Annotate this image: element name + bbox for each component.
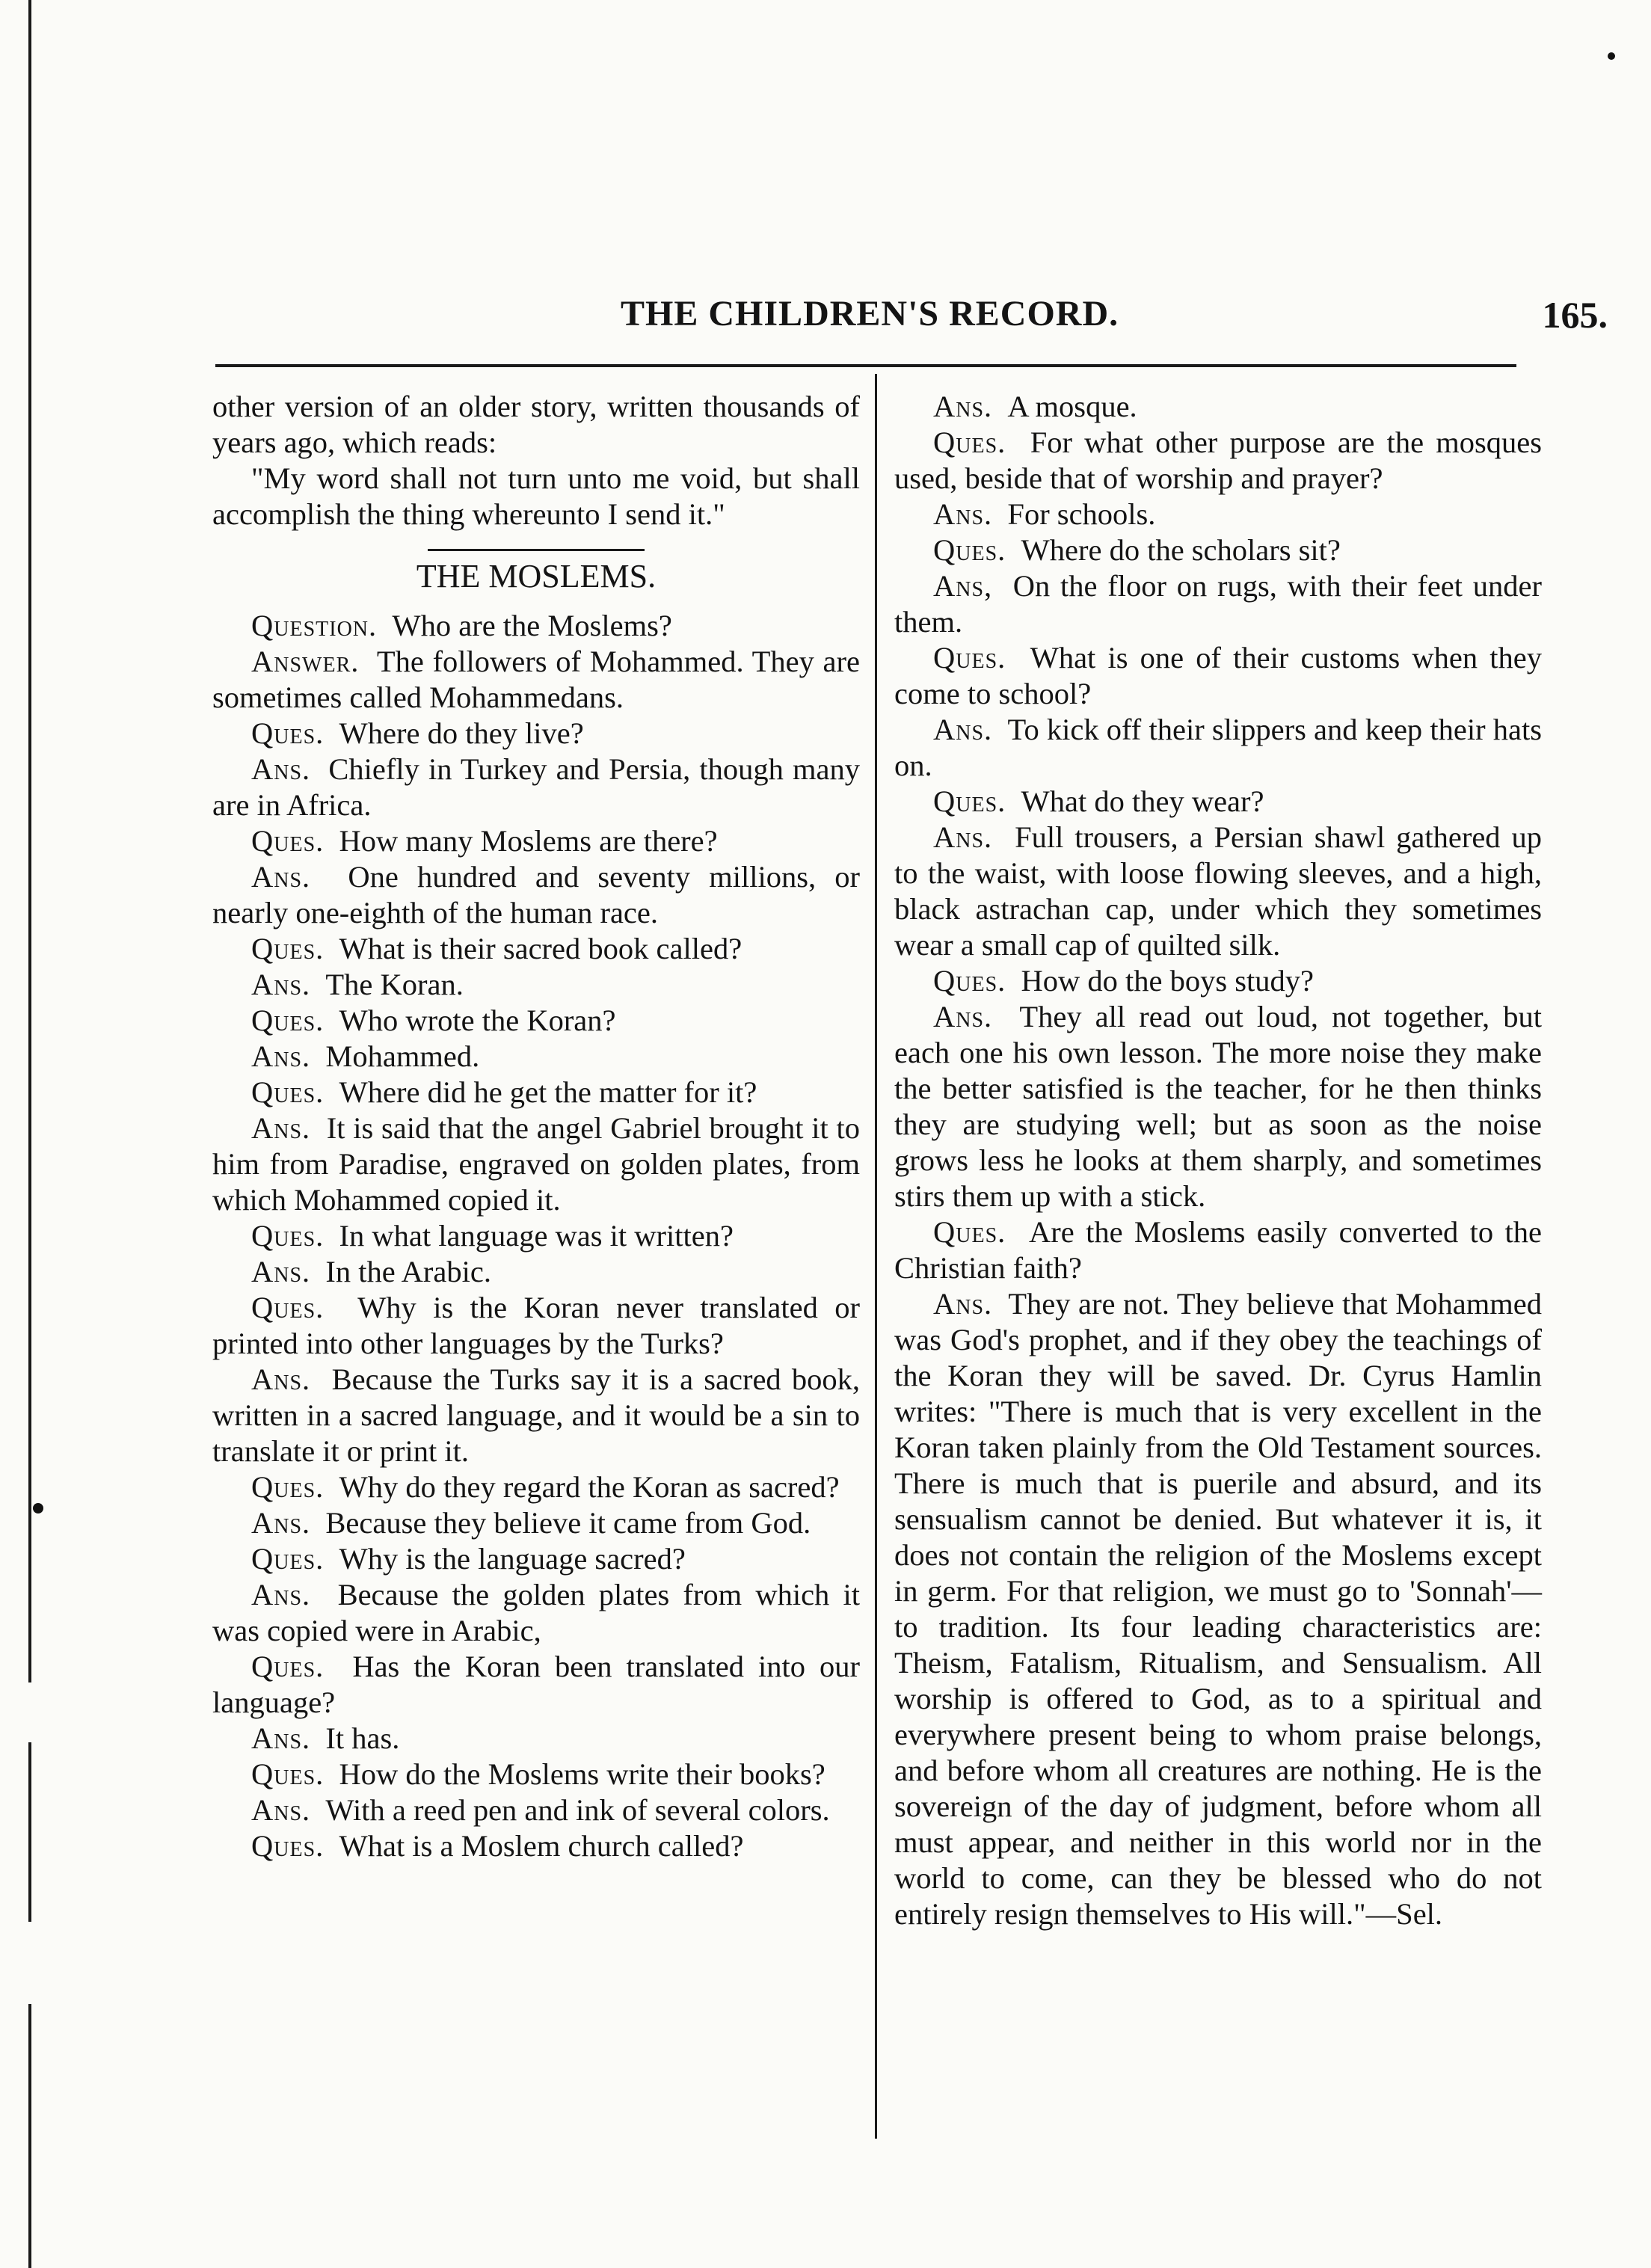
qa-text: Who are the Moslems? [392,609,672,642]
qa-entry [212,1362,860,1469]
qa-entry [212,1577,860,1649]
qa-text: How do the boys study? [1021,964,1315,998]
qa-label: Ans. [251,1255,311,1288]
qa-text: Why do they regard the Koran as sacred? [339,1470,840,1504]
right-column [894,389,1542,1932]
qa-label: Ans. [251,1793,311,1827]
qa-label: Ques. [933,641,1006,674]
qa-text: They are not. They believe that Mohammed was God's prophet, and if they obey the teachings of the Koran they will be saved. Dr. Cyrus Hamlin writes: "There is much that is very excellent in the Koran taken plainly from the Old Testament sources. There is much that is puerile and absurd, and its sensualism cannot be denied. But whatever it is, it does not contain the religion of the Moslems except in germ. For that religion, we must go to 'Sonnah'—to tradition. Its four leading characteristics are: Theism, Fatalism, Ritualism, and Sensualism. All worship is offered to God, as to a spiritual and everywhere present being to whom praise belongs, and before whom all creatures are nothing. He is the sovereign of the day of judgment, before whom all must appear, and neither in this world nor in the world to come, can they be blessed who do not entirely resign themselves to His will."—Sel. [894,1287,1542,1931]
qa-label: Ques. [251,1757,325,1791]
page-number: 165. [1542,294,1608,336]
qa-entry [894,425,1542,497]
qa-label: Ans. [251,752,311,786]
qa-text: Because the Turks say it is a sacred book, written in a sacred language, and it would be a sin to translate it or print it. [212,1362,860,1468]
qa-entry [212,1505,860,1541]
qa-label: Ques. [251,1470,325,1504]
qa-label: Ques. [251,1829,325,1863]
qa-entry [212,967,860,1003]
qa-entry [894,712,1542,784]
column-divider [875,374,877,2139]
qa-text: For what other purpose are the mosques used, beside that of worship and prayer? [894,425,1542,495]
qa-entry [894,568,1542,640]
qa-label: Ans. [251,1111,311,1145]
qa-text: The followers of Mohammed. They are sometimes called Mohammedans. [212,645,860,714]
qa-label: Ques. [933,784,1006,818]
qa-label: Ques. [251,1004,325,1037]
qa-text: Why is the language sacred? [339,1542,686,1576]
qa-label: Ques. [251,824,325,858]
qa-entry [212,1469,860,1505]
qa-entry [212,1039,860,1075]
qa-entry [212,1721,860,1757]
qa-text: A mosque. [1007,390,1137,423]
qa-label: Ans. [933,497,993,531]
qa-text: To kick off their slippers and keep their hats on. [894,713,1542,782]
section-rule [428,549,645,551]
ink-speck [1608,52,1615,60]
qa-text: What do they wear? [1021,784,1264,818]
ink-speck [33,1503,43,1513]
qa-label: Ans. [251,1721,311,1755]
qa-label: Question. [251,609,378,642]
qa-text: Has the Koran been translated into our language? [212,1650,860,1719]
qa-label: Ques. [251,1075,325,1109]
qa-label: Ans. [251,1578,311,1611]
qa-list [894,389,1542,1932]
qa-text: They all read out loud, not together, but each one his own lesson. The more noise they make the better satisfied is the teacher, for he then thinks they are studying well; but as soon as the noise grows less he looks at them sharply, and sometimes stirs them up with a stick. [894,1000,1543,1213]
qa-label: Ques. [933,425,1006,459]
qa-label: Ans. [251,1362,311,1396]
qa-text: What is their sacred book called? [339,932,743,965]
qa-text: How do the Moslems write their books? [339,1757,826,1791]
qa-text: For schools. [1007,497,1156,531]
qa-label: Ans. [251,860,311,894]
qa-entry [212,608,860,644]
qa-entry [894,963,1542,999]
qa-entry [212,859,860,931]
qa-text: Chiefly in Turkey and Persia, though many are in Africa. [212,752,860,822]
qa-entry [894,532,1542,568]
qa-entry [894,1214,1542,1286]
qa-text: It is said that the angel Gabriel brought it to him from Paradise, engraved on golden plates, from which Mohammed copied it. [212,1111,861,1217]
qa-entry [212,716,860,752]
qa-text: What is a Moslem church called? [339,1829,744,1863]
qa-text: Why is the Koran never translated or printed into other languages by the Turks? [212,1291,860,1360]
qa-entry [894,1286,1542,1932]
qa-entry [212,1110,860,1218]
qa-entry [212,644,860,716]
qa-text: In what language was it written? [339,1219,734,1253]
qa-text: Because they believe it came from God. [325,1506,811,1540]
qa-label: Ans. [933,390,993,423]
binding-edge-line [28,1742,31,1922]
qa-label: Ans. [933,713,993,746]
qa-text: Because the golden plates from which it was copied were in Arabic, [212,1578,861,1647]
qa-entry [212,1649,860,1721]
qa-text: The Koran. [325,968,464,1001]
qa-entry [212,1218,860,1254]
qa-entry [212,1003,860,1039]
qa-text: Mohammed. [325,1039,480,1073]
qa-text: Where do they live? [339,716,584,750]
qa-entry [212,823,860,859]
intro-paragraph: other version of an older story, written thousands of years ago, which reads: [212,390,860,459]
intro-quote: "My word shall not turn unto me void, but shall accomplish the thing whereunto I send it." [212,461,860,531]
qa-entry [894,784,1542,820]
header-rule [215,364,1516,367]
qa-label: Ans. [933,1287,993,1321]
qa-label: Ques. [251,932,325,965]
qa-entry [212,752,860,823]
section-title: THE MOSLEMS. [416,558,657,594]
qa-label: Ques. [933,964,1006,998]
qa-text: Where did he get the matter for it? [339,1075,757,1109]
qa-label: Ques. [251,1650,325,1683]
qa-label: Ques. [251,1542,325,1576]
qa-label: Ans. [251,1506,311,1540]
qa-text: Are the Moslems easily converted to the Christian faith? [894,1215,1542,1285]
qa-entry [212,931,860,967]
qa-text: How many Moslems are there? [339,824,718,858]
qa-entry [894,389,1542,425]
qa-text: What is one of their customs when they come to school? [894,641,1543,710]
qa-entry [212,1792,860,1828]
qa-label: Ans. [251,1039,311,1073]
qa-entry [894,497,1542,532]
qa-entry [212,1541,860,1577]
qa-label: Ques. [933,533,1006,567]
qa-label: Ques. [251,716,325,750]
qa-text: On the floor on rugs, with their feet under them. [894,569,1543,639]
qa-label: Ques. [933,1215,1006,1249]
qa-text: Who wrote the Koran? [339,1004,616,1037]
qa-label: Ans, [933,569,993,603]
qa-label: Ques. [251,1291,325,1324]
qa-entry [894,999,1542,1214]
qa-text: With a reed pen and ink of several colors. [325,1793,830,1827]
left-column [212,389,860,1864]
qa-entry [212,1254,860,1290]
qa-label: Ans. [251,968,311,1001]
qa-entry [212,1757,860,1792]
qa-list [212,608,860,1864]
qa-entry [212,1828,860,1864]
qa-entry [212,1290,860,1362]
qa-text: It has. [325,1721,400,1755]
qa-text: One hundred and seventy millions, or nearly one-eighth of the human race. [212,860,860,929]
qa-label: Ans. [933,1000,993,1033]
qa-label: Answer. [251,645,360,678]
qa-label: Ques. [251,1219,325,1253]
binding-edge-line [28,0,31,1682]
running-header [202,293,1608,345]
qa-label: Ans. [933,820,993,854]
qa-entry [894,820,1542,963]
qa-text: In the Arabic. [325,1255,491,1288]
qa-entry [212,1075,860,1110]
qa-text: Full trousers, a Persian shawl gathered up to the waist, with loose flowing sleeves, and a high, black astrachan cap, under which they sometimes wear a small cap of quilted silk. [894,820,1543,962]
qa-entry [894,640,1542,712]
binding-edge-line [28,2004,31,2268]
journal-title: THE CHILDREN'S RECORD. [621,294,1119,334]
qa-text: Where do the scholars sit? [1021,533,1341,567]
